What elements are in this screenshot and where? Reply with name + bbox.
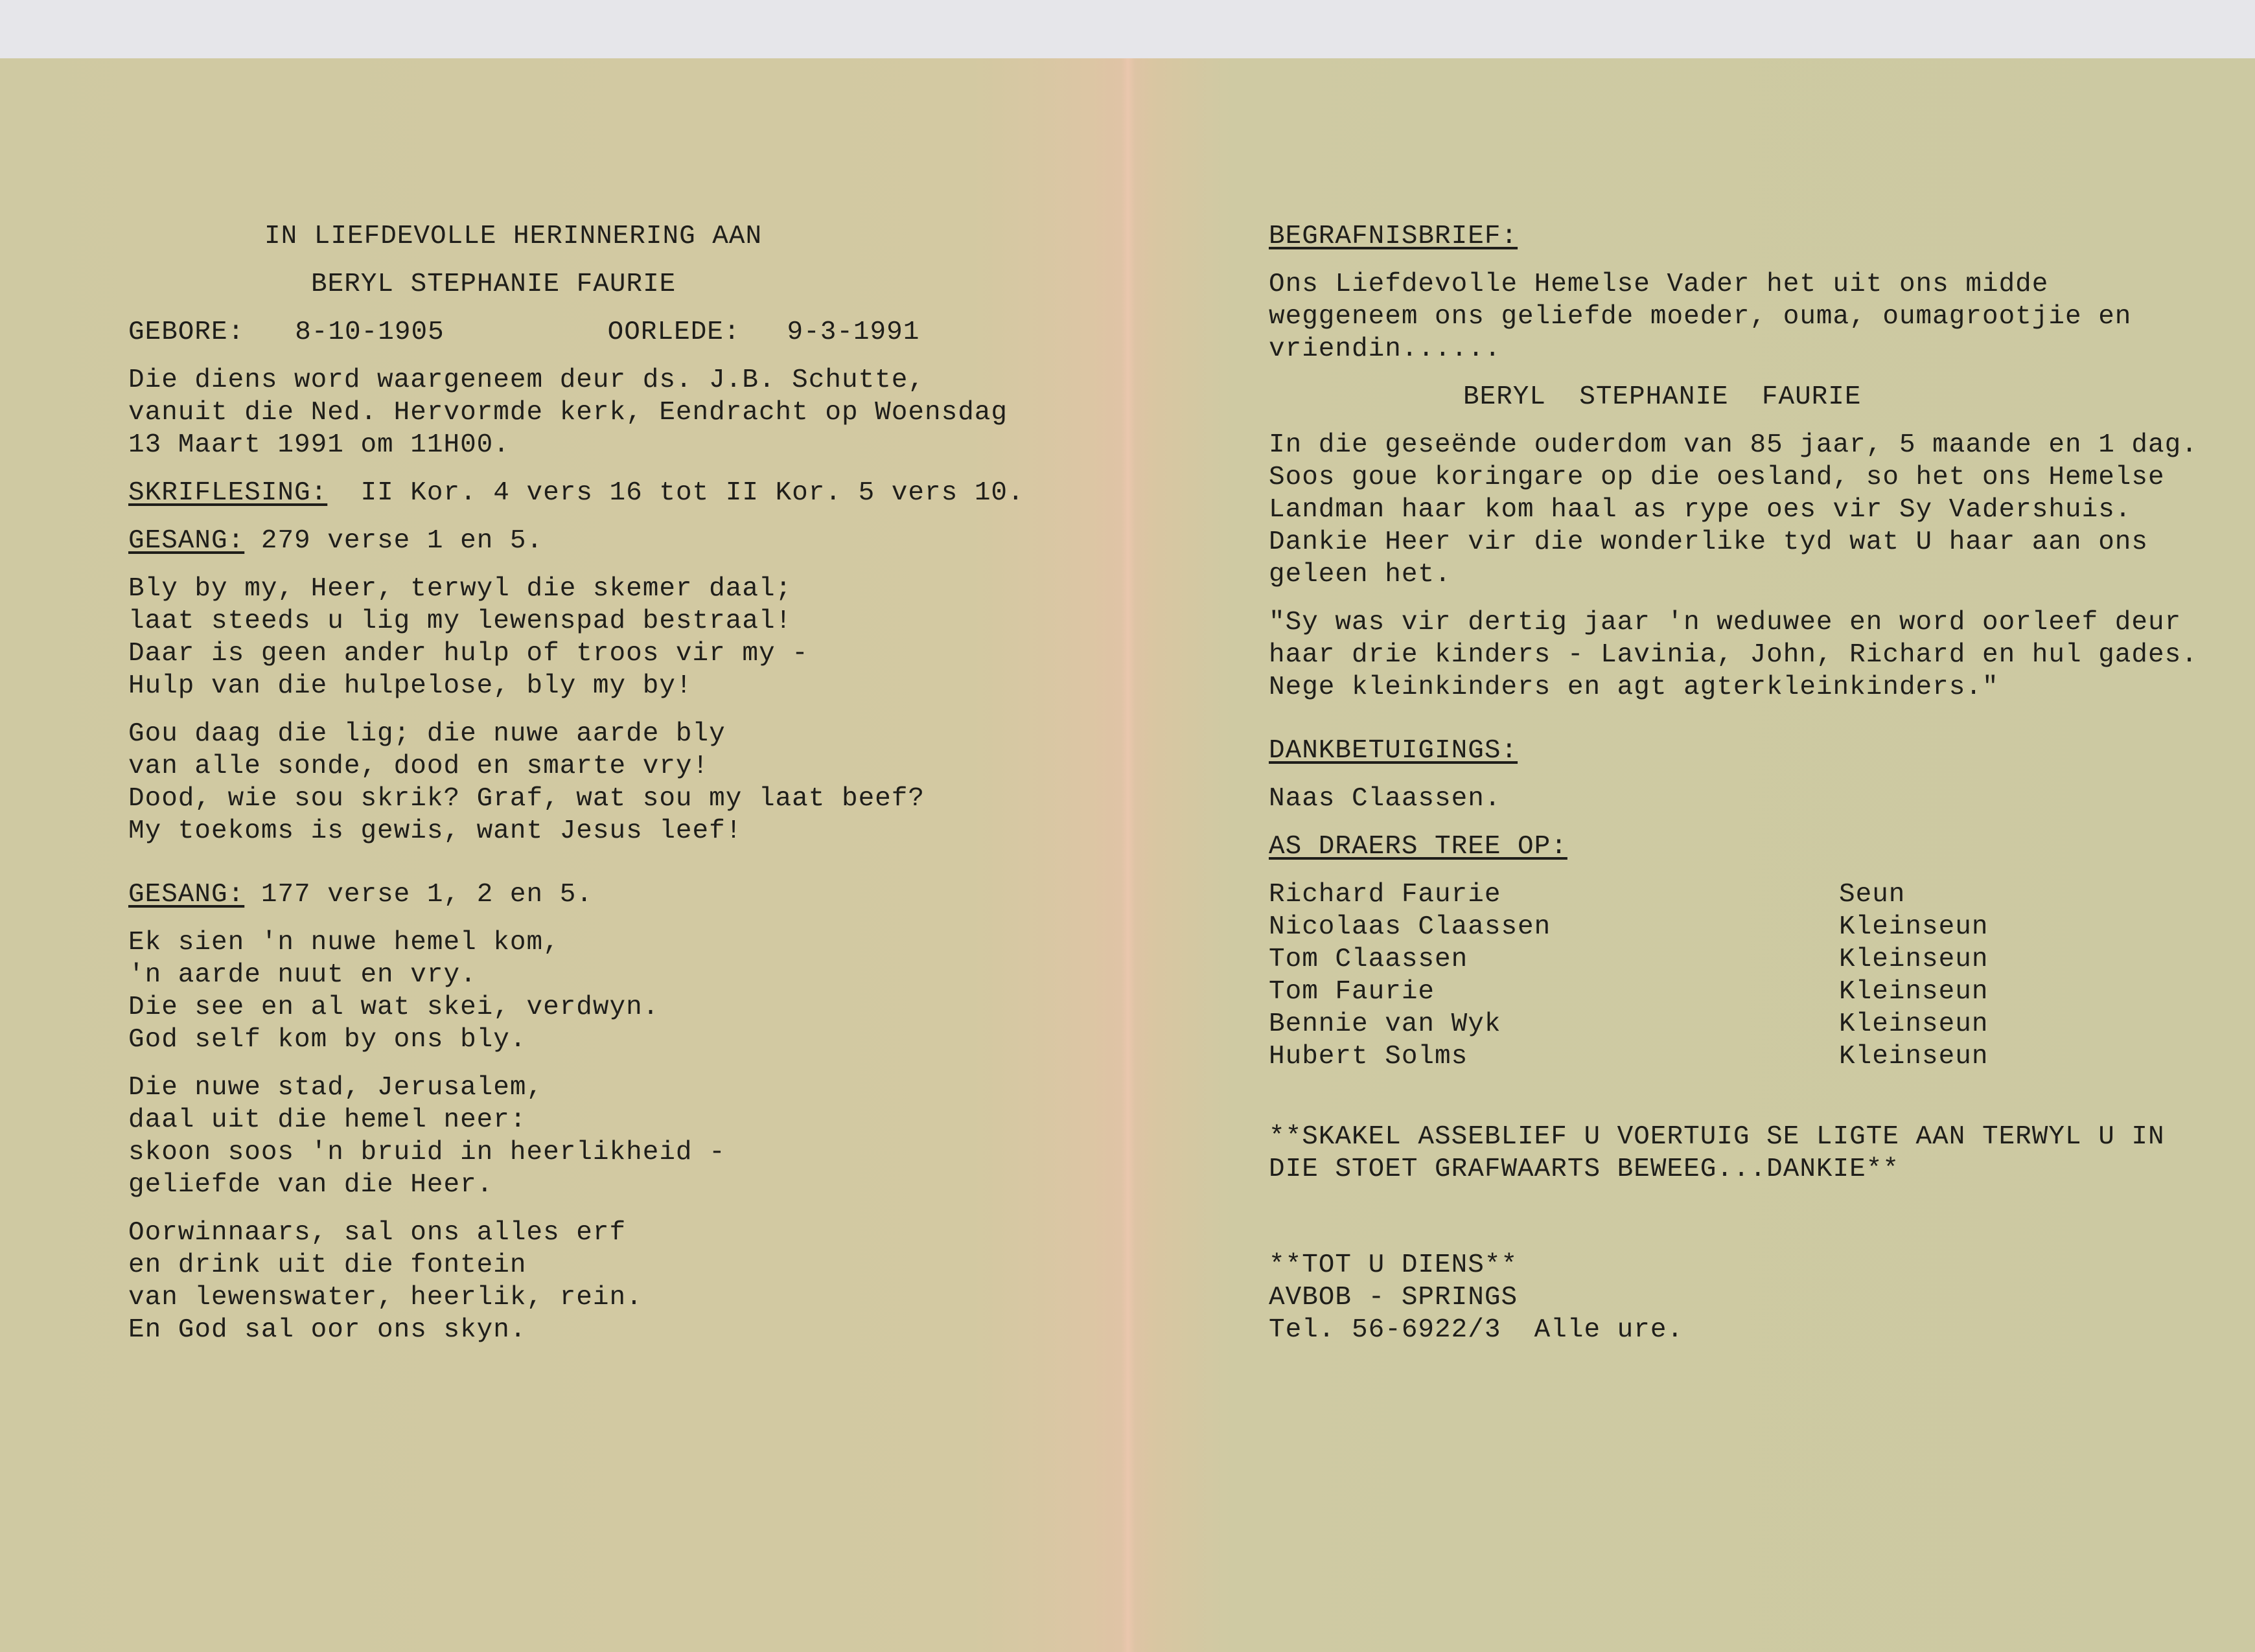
service-details [128, 364, 1035, 461]
undertaker-company: AVBOB - SPRINGS [1269, 1283, 1518, 1313]
verse-line: daal uit die hemel neer: [128, 1105, 527, 1135]
service-line: 13 Maart 1991 om 11H00. [128, 430, 510, 460]
letter-label: BEGRAFNISBRIEF: [1269, 222, 1518, 251]
bearer-row [1269, 911, 2202, 943]
bearer-relation: Kleinseun [1839, 977, 1989, 1007]
verse-line: God self kom by ons bly. [128, 1025, 527, 1055]
bearer-name: Nicolaas Claassen [1269, 912, 1551, 942]
letter-line: weggeneem ons geliefde moeder, ouma, oumagrootjie en [1269, 302, 2132, 332]
quote-paragraph [1269, 606, 2202, 704]
hymn1-verse-1 [128, 573, 1035, 702]
verse-line: Ek sien 'n nuwe hemel kom, [128, 928, 560, 958]
verse-line: Die nuwe stad, Jerusalem, [128, 1073, 544, 1103]
hymn2-row [128, 878, 1035, 911]
hymn2-verse-3 [128, 1217, 1035, 1346]
hymn1-verse-2 [128, 718, 1035, 847]
verse-line: van alle sonde, dood en smarte vry! [128, 751, 710, 781]
center-fold [1121, 58, 1135, 1652]
letter-line: In die geseënde ouderdom van 85 jaar, 5 maande en 1 dag. [1269, 430, 2198, 460]
bearer-relation: Seun [1839, 880, 1906, 910]
bearer-name: Tom Faurie [1269, 977, 1435, 1007]
bearer-relation: Kleinseun [1839, 1009, 1989, 1039]
scripture-text: II Kor. 4 vers 16 tot II Kor. 5 vers 10. [360, 478, 1024, 508]
verse-line: Die see en al wat skei, verdwyn. [128, 992, 660, 1022]
verse-line: Dood, wie sou skrik? Graf, wat sou my laat beef? [128, 784, 925, 814]
letter-line: geleen het. [1269, 560, 1451, 590]
verse-line: En God sal oor ons skyn. [128, 1315, 527, 1345]
verse-line: 'n aarde nuut en vry. [128, 960, 477, 990]
bearer-name: Bennie van Wyk [1269, 1009, 1501, 1039]
died-label: OORLEDE: [607, 317, 741, 347]
born-date: 8-10-1905 [295, 317, 445, 347]
lights-notice [1269, 1121, 2202, 1186]
hymn1-text: 279 verse 1 en 5. [260, 526, 544, 556]
dates-row [128, 316, 1035, 349]
bearer-row [1269, 976, 2202, 1008]
thanks-heading [1269, 735, 2202, 767]
left-page [128, 220, 1035, 1362]
letter-line: Dankie Heer vir die wonderlike tyd wat U haar aan ons [1269, 527, 2149, 557]
hymn2-text: 177 verse 1, 2 en 5. [260, 880, 593, 910]
right-page [1269, 220, 2202, 1346]
verse-line: Gou daag die lig; die nuwe aarde bly [128, 719, 726, 749]
quote-line: Nege kleinkinders en agt agterkleinkinders." [1269, 672, 1999, 702]
bearer-name: Hubert Solms [1269, 1042, 1468, 1072]
bearers-heading [1269, 831, 2202, 863]
died-date: 9-3-1991 [787, 317, 920, 347]
scripture-row [128, 477, 1035, 509]
bearer-relation: Kleinseun [1839, 912, 1989, 942]
verse-line: Oorwinnaars, sal ons alles erf [128, 1218, 627, 1248]
scanner-border [0, 0, 2255, 58]
service-by: **TOT U DIENS** [1269, 1250, 1518, 1280]
notice-line: **SKAKEL ASSEBLIEF U VOERTUIG SE LIGTE AAN TERWYL U IN [1269, 1122, 2165, 1152]
hymn1-row [128, 525, 1035, 557]
quote-line: "Sy was vir dertig jaar 'n weduwee en word oorleef deur [1269, 608, 2182, 637]
bearer-row [1269, 1008, 2202, 1040]
hymn2-verse-1 [128, 926, 1035, 1056]
bearer-row [1269, 1040, 2202, 1073]
bearer-relation: Kleinseun [1839, 1042, 1989, 1072]
bearer-relation: Kleinseun [1839, 945, 1989, 974]
notice-line: DIE STOET GRAFWAARTS BEWEEG...DANKIE** [1269, 1154, 1899, 1184]
verse-line: Daar is geen ander hulp of troos vir my - [128, 639, 809, 669]
scripture-label: SKRIFLESING: [128, 478, 328, 508]
thanks-name: Naas Claassen. [1269, 784, 1501, 814]
verse-line: Hulp van die hulpelose, bly my by! [128, 671, 693, 701]
hymn2-verse-2 [128, 1072, 1035, 1201]
bearers-list [1269, 878, 2202, 1073]
verse-line: en drink uit die fontein [128, 1250, 527, 1280]
verse-line: geliefde van die Heer. [128, 1170, 494, 1200]
hymn1-label: GESANG: [128, 526, 245, 556]
bearer-row [1269, 943, 2202, 976]
letter-line: Soos goue koringare op die oesland, so het ons Hemelse [1269, 463, 2165, 492]
born-label: GEBORE: [128, 317, 245, 347]
letter-line: vriendin...... [1269, 334, 1501, 364]
service-line: Die diens word waargeneem deur ds. J.B. Schutte, [128, 365, 925, 395]
verse-line: My toekoms is gewis, want Jesus leef! [128, 816, 743, 846]
bearer-row [1269, 878, 2202, 911]
age-paragraph [1269, 429, 2202, 591]
quote-line: haar drie kinders - Lavinia, John, Richard en hul gades. [1269, 640, 2198, 670]
deceased-name-right: BERYL STEPHANIE FAURIE [1463, 382, 1862, 412]
undertaker-phone: Tel. 56-6922/3 Alle ure. [1269, 1315, 1684, 1345]
verse-line: van lewenswater, heerlik, rein. [128, 1283, 643, 1313]
memorial-title: IN LIEFDEVOLLE HERINNERING AAN [264, 222, 763, 251]
verse-line: skoon soos 'n bruid in heerlikheid - [128, 1138, 726, 1167]
deceased-name: BERYL STEPHANIE FAURIE [311, 270, 676, 299]
service-line: vanuit die Ned. Hervormde kerk, Eendracht op Woensdag [128, 398, 1008, 428]
letter-line: Landman haar kom haal as rype oes vir Sy Vadershuis. [1269, 495, 2132, 525]
letter-intro [1269, 268, 2202, 365]
bearer-name: Tom Claassen [1269, 945, 1468, 974]
letter-line: Ons Liefdevolle Hemelse Vader het uit ons midde [1269, 270, 2049, 299]
thanks-label: DANKBETUIGINGS: [1269, 736, 1518, 766]
bearers-label: AS DRAERS TREE OP: [1269, 832, 1567, 862]
bearer-name: Richard Faurie [1269, 880, 1501, 910]
letter-heading [1269, 220, 2202, 253]
verse-line: Bly by my, Heer, terwyl die skemer daal; [128, 574, 792, 604]
hymn2-label: GESANG: [128, 880, 245, 910]
undertaker-block [1269, 1249, 2202, 1346]
verse-line: laat steeds u lig my lewenspad bestraal! [128, 606, 792, 636]
